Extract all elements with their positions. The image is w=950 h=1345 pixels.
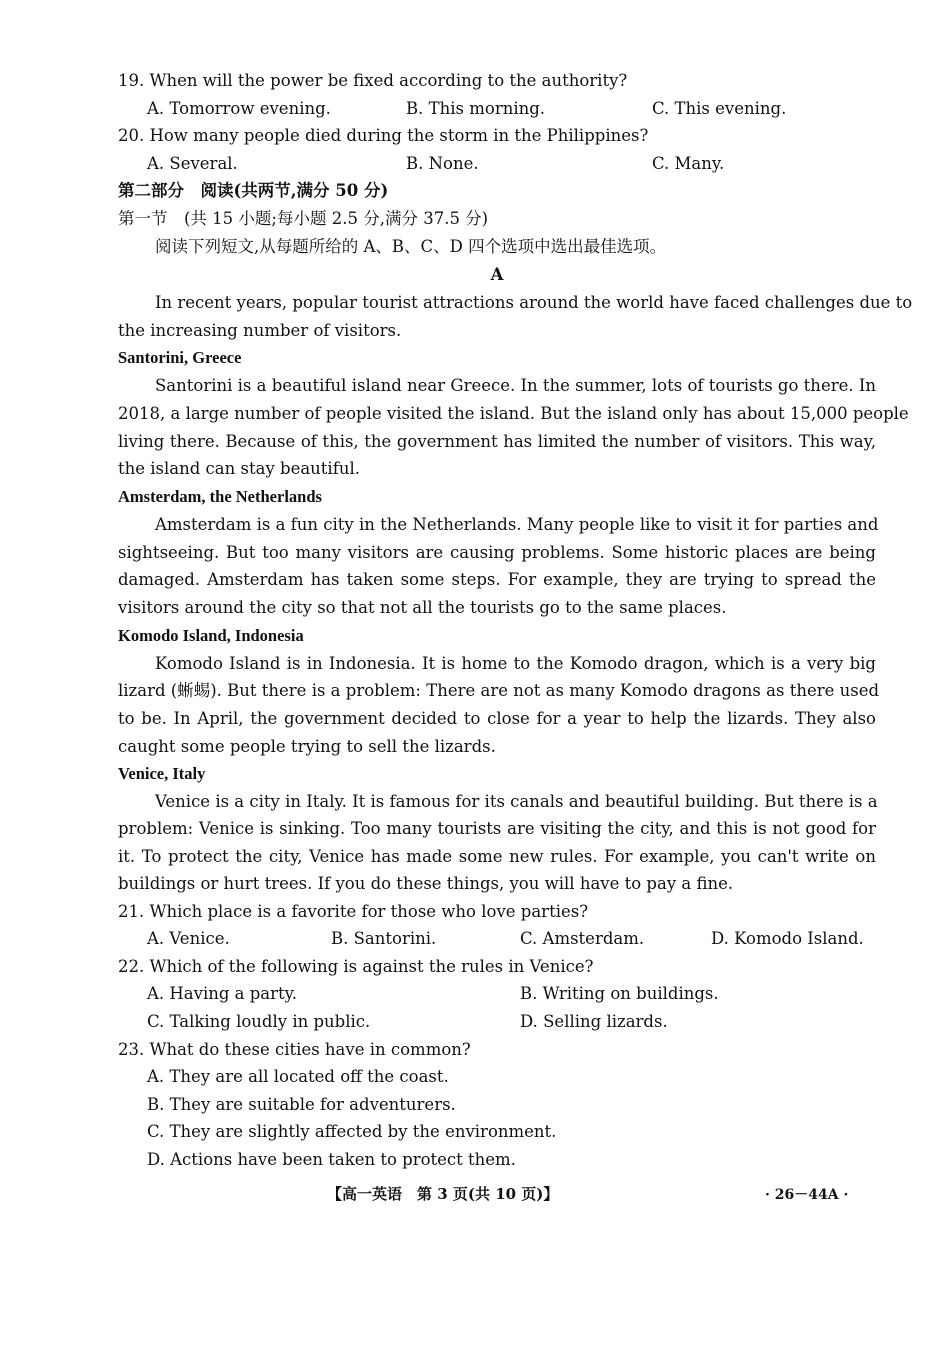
question-21-option-c: C. Amsterdam. (520, 929, 645, 948)
question-22-option-a: A. Having a party. (147, 984, 298, 1003)
venice-line-1: Venice is a city in Italy. It is famous for its canals and beautiful building. But there is a (155, 792, 878, 811)
passage-intro-line-1: In recent years, popular tourist attractions around the world have faced challenges due to (155, 293, 913, 312)
section-heading-komodo: Komodo Island, Indonesia (118, 626, 304, 645)
question-21-option-d: D. Komodo Island. (711, 929, 864, 948)
santorini-line-1: Santorini is a beautiful island near Greece. In the summer, lots of tourists go there. In (155, 376, 876, 395)
paper-code: · 26－44A · (765, 1187, 849, 1203)
question-22-option-b: B. Writing on buildings. (520, 984, 719, 1003)
amsterdam-line-4: visitors around the city so that not all the tourists go to the same places. (118, 598, 727, 617)
komodo-line-3: to be. In April, the government decided to close for a year to help the lizards. They also (118, 709, 876, 728)
question-20-option-a: A. Several. (147, 154, 238, 173)
question-19-option-a: A. Tomorrow evening. (147, 99, 331, 118)
amsterdam-line-1: Amsterdam is a fun city in the Netherlands. Many people like to visit it for parties and (155, 515, 879, 534)
question-19-option-b: B. This morning. (406, 99, 546, 118)
question-19-option-c: C. This evening. (652, 99, 787, 118)
question-22-stem: 22. Which of the following is against the rules in Venice? (118, 957, 594, 976)
question-19-stem: 19. When will the power be fixed according to the authority? (118, 71, 628, 90)
passage-intro-line-2: the increasing number of visitors. (118, 321, 402, 340)
venice-line-3: it. To protect the city, Venice has made some new rules. For example, you can't write on (118, 847, 876, 866)
question-23-option-c: C. They are slightly affected by the environment. (147, 1122, 557, 1141)
question-23-option-d: D. Actions have been taken to protect them. (147, 1150, 516, 1169)
question-23-option-b: B. They are suitable for adventurers. (147, 1095, 456, 1114)
amsterdam-line-2: sightseeing. But too many visitors are causing problems. Some historic places are being (118, 543, 876, 562)
section-heading-santorini: Santorini, Greece (118, 348, 242, 367)
santorini-line-3: living there. Because of this, the government has limited the number of visitors. This way, (118, 432, 876, 451)
santorini-line-2: 2018, a large number of people visited the island. But the island only has about 15,000 people (118, 404, 909, 423)
venice-line-2: problem: Venice is sinking. Too many tourists are visiting the city, and this is not good for (118, 819, 876, 838)
santorini-line-4: the island can stay beautiful. (118, 459, 360, 478)
question-20-option-c: C. Many. (652, 154, 725, 173)
question-21-option-b: B. Santorini. (331, 929, 437, 948)
question-21-stem: 21. Which place is a favorite for those who love parties? (118, 902, 589, 921)
question-22-option-c: C. Talking loudly in public. (147, 1012, 371, 1031)
question-20-option-b: B. None. (406, 154, 479, 173)
part-two-title: 第二部分 阅读(共两节,满分 50 分) (118, 181, 389, 200)
passage-letter: A (490, 265, 504, 284)
venice-line-4: buildings or hurt trees. If you do these things, you will have to pay a fine. (118, 874, 734, 893)
reading-instruction: 阅读下列短文,从每题所给的 A、B、C、D 四个选项中选出最佳选项。 (155, 237, 667, 256)
question-22-option-d: D. Selling lizards. (520, 1012, 668, 1031)
komodo-line-4: caught some people trying to sell the lizards. (118, 737, 496, 756)
section-one-title: 第一节 (共 15 小题;每小题 2.5 分,满分 37.5 分) (118, 209, 489, 228)
question-23-stem: 23. What do these cities have in common? (118, 1040, 471, 1059)
question-23-option-a: A. They are all located off the coast. (147, 1067, 449, 1086)
amsterdam-line-3: damaged. Amsterdam has taken some steps. For example, they are trying to spread the (118, 570, 876, 589)
section-heading-venice: Venice, Italy (118, 764, 206, 783)
komodo-line-1: Komodo Island is in Indonesia. It is home to the Komodo dragon, which is a very big (155, 654, 876, 673)
komodo-line-2: lizard (蜥蜴). But there is a problem: There are not as many Komodo dragons as there used (118, 681, 880, 700)
section-heading-amsterdam: Amsterdam, the Netherlands (118, 487, 322, 506)
page-footer: 【高一英语 第 3 页(共 10 页)】 (327, 1185, 559, 1203)
question-21-option-a: A. Venice. (147, 929, 230, 948)
question-20-stem: 20. How many people died during the storm in the Philippines? (118, 126, 649, 145)
